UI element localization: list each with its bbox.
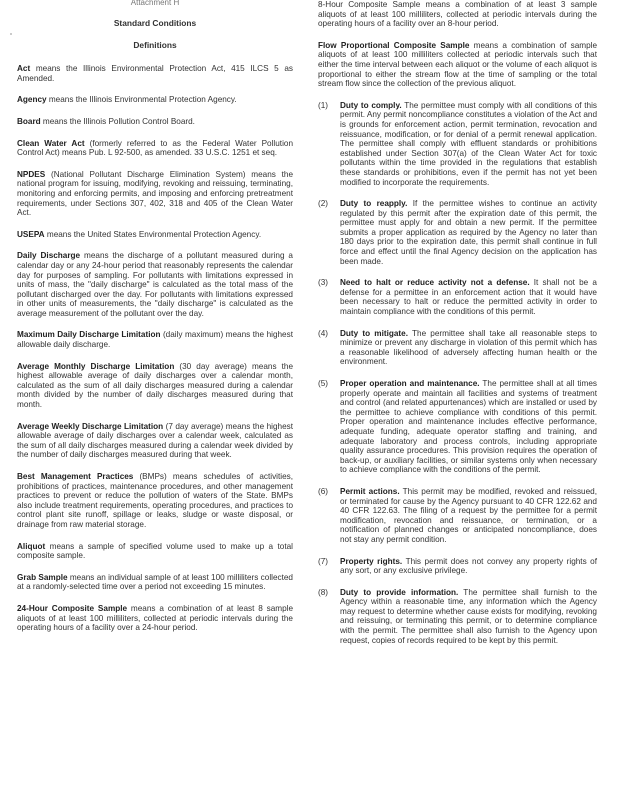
definition-text: means a combination of sample aliquots of at least 100 milliliters collected at periodic intervals such that either the time interval between each aliquot or the volume of each aliquot is proportional to either the stream flow at the time of sampling or the total stream flow since the collection of the previous aliquot. <box>318 40 597 89</box>
condition-text: This permit may be modified, revoked and reissued, or terminated for cause by the Agency pursuant to 40 CFR 122.62 and 40 CFR 122.63. The filing of a request by the permittee for a permit modification, revocation and reissuance, or termination, or a notification of planned changes or anticipated noncompliance, does not stay any permit condition. <box>340 486 597 544</box>
definition-text: means an individual sample of at least 100 milliliters collected at a randomly-selected time over a period not exceeding 15 minutes. <box>17 572 293 592</box>
definition-item <box>17 330 293 349</box>
condition-title: Duty to provide information. <box>340 587 459 597</box>
definition-text: (30 day average) means the highest allowable average of daily discharges over a calendar month, calculated as the sum of all daily discharges measured during a calendar month divided by the number of daily discharges measured during that month. <box>17 361 294 410</box>
condition-item <box>318 588 597 646</box>
definition-term: Daily Discharge <box>17 251 81 261</box>
definition-term: USEPA <box>17 229 45 239</box>
condition-text: It shall not be a defense for a permittee in an enforcement action that it would have been necessary to halt or reduce the permitted activity in order to maintain compliance with the conditions of this permit. <box>340 278 597 317</box>
condition-item <box>318 101 597 187</box>
condition-number: (1) <box>318 100 329 110</box>
condition-title: Duty to mitigate. <box>340 328 408 338</box>
conditions-list <box>318 101 597 646</box>
condition-number: (8) <box>318 587 329 597</box>
condition-text: If the permittee wishes to continue an activity regulated by this permit after the expiration date of this permit, the permittee must apply for and obtain a new permit. If the permittee submits a proper application as required by the Agency no later than 180 days prior to the expiration date, this permit shall continue in full force and effect until the final Agency decision on the application has been made. <box>340 199 597 266</box>
condition-title: Property rights. <box>340 556 403 566</box>
definition-term: Average Weekly Discharge Limitation <box>17 421 164 431</box>
attachment-label: Attachment H <box>130 0 180 5</box>
condition-text: The permittee shall at all times properly operate and maintain all facilities and systems of treatment and control (and related appurtenances) which are installed or used by the permittee to achieve compliance with conditions of this permit. Proper operation and maintenance includes effective performance, adequate funding, adequate operator staffing and training, and adequate laboratory and process controls, including appropriate quality assurance procedures. This provision requires the operation of back-up, or auxiliary facilities, or similar systems only when necessary to achieve compliance with the conditions of the permit. <box>340 379 597 475</box>
definition-item <box>17 251 293 318</box>
definition-term: Maximum Daily Discharge Limitation <box>17 330 161 340</box>
definition-item <box>17 362 293 410</box>
definition-text: (BMPs) means schedules of activities, prohibitions of practices, maintenance procedures, and other management practices to prevent or reduce the pollution of waters of the State. BMPs also include treatment requirements, operating procedures, and practices to control plant site runoff, spillage or leaks, sludge or waste disposal, or drainage from raw material storage. <box>17 472 293 529</box>
condition-number: (2) <box>318 199 329 209</box>
condition-number: (4) <box>318 328 329 338</box>
definition-text: means the discharge of a pollutant measured during a calendar day or any 24-hour period that reasonably represents the calendar day for purposes of sampling. For pollutants with limitations expressed in units of mass, the "daily discharge" is calculated as the total mass of the pollutant discharged over the day. For pollutants with limitations expressed in other units of measurements, the "daily discharge" is calculated as the average measurement of the pollutant over the day. <box>17 251 293 318</box>
definition-text: means the Illinois Environmental Protection Act, 415 ILCS 5 as Amended. <box>17 64 293 83</box>
condition-text: The permittee shall take all reasonable steps to minimize or prevent any discharge in violation of this permit which has a reasonable likelihood of adversely affecting human health or the environment. <box>340 328 597 367</box>
definition-text: means the Illinois Environmental Protection Agency. <box>46 95 237 105</box>
condition-number: (3) <box>318 278 329 288</box>
definition-item <box>17 95 293 105</box>
definition-term: Clean Water Act <box>17 138 85 148</box>
definitions-list <box>17 64 293 633</box>
condition-title: Need to halt or reduce activity not a defense. <box>340 278 530 288</box>
definition-item <box>17 64 293 83</box>
definition-term: Best Management Practices <box>17 472 134 481</box>
condition-item <box>318 199 597 266</box>
condition-title: Proper operation and maintenance. <box>340 379 480 388</box>
definition-item <box>17 117 293 127</box>
definition-term: Act <box>17 64 31 74</box>
condition-number: (6) <box>318 486 329 496</box>
condition-text: The permittee shall furnish to the Agency within a reasonable time, any information which the Agency may request to determine whether cause exists for modifying, revoking and reissuing, or terminating this permit, or to determine compliance with the permit. The permittee shall also furnish to the Agency upon request, copies of records required to be kept by this permit. <box>340 587 597 645</box>
definition-term: Agency <box>17 95 47 105</box>
definition-term: Average Monthly Discharge Limitation <box>17 361 175 371</box>
definition-text: means the United States Environmental Protection Agency. <box>44 229 262 239</box>
condition-title: Duty to comply. <box>340 100 402 110</box>
condition-item <box>318 278 597 316</box>
definition-term: Grab Sample <box>17 572 68 582</box>
definition-item <box>17 542 293 561</box>
condition-number: (7) <box>318 556 329 566</box>
definition-item <box>17 230 293 240</box>
condition-text: The permittee must comply with all conditions of this permit. Any permit noncompliance constitutes a violation of the Act and is grounds for enforcement action, permit termination, revocation and reissuance, modification, or for denial of a permit renewal application. The permittee shall comply with effluent standards or prohibitions established under Section 307(a) of the Clean Water Act for toxic pollutants within the time provided in the regulations that establish these standards or prohibitions, even if the permit has not yet been modified to incorporate the requirements. <box>340 100 597 187</box>
definition-text: (7 day average) means the highest allowable average of daily discharges over a calendar week, calculated as the sum of all daily discharges measured during a calendar week divided by the number of daily discharges measured during that week. <box>17 421 293 460</box>
definition-term: 24-Hour Composite Sample <box>17 603 128 613</box>
section-heading: Definitions <box>133 39 177 50</box>
condition-item <box>318 557 597 576</box>
definition-term: Flow Proportional Composite Sample <box>318 40 470 50</box>
definition-term: Board <box>17 116 41 126</box>
definition-text: means the Illinois Pollution Control Board. <box>40 116 195 126</box>
condition-title: Duty to reapply. <box>340 199 408 209</box>
continued-definition: 8-Hour Composite Sample means a combination of at least 3 sample aliquots of at least 100 milliliters, collected at periodic intervals during the operating hours of a facility over an 8-hour period. <box>318 0 597 29</box>
definition-item <box>17 573 293 592</box>
left-column <box>17 0 293 645</box>
definition-item <box>17 170 293 218</box>
definition-text: (daily maximum) means the highest allowable daily discharge. <box>17 330 293 350</box>
definition-item <box>17 604 293 633</box>
definition-item <box>17 422 293 460</box>
condition-item <box>318 379 597 475</box>
page-title: Standard Conditions <box>113 18 197 28</box>
speck-mark <box>10 33 12 35</box>
definition-flow-proportional <box>318 41 597 89</box>
definition-item <box>17 139 293 158</box>
definition-text: means a combination of at least 8 sample aliquots of at least 100 milliliters, collected at periodic intervals during the operating hours of a facility over a 24-hour period. <box>17 603 293 633</box>
condition-title: Permit actions. <box>340 486 400 496</box>
condition-item <box>318 487 597 545</box>
condition-item <box>318 329 597 367</box>
definition-item <box>17 472 293 530</box>
definition-term: NPDES <box>17 169 46 179</box>
right-column <box>318 0 597 657</box>
definition-term: Aliquot <box>17 541 46 551</box>
condition-number: (5) <box>318 379 329 388</box>
definition-text: means a sample of specified volume used to make up a total composite sample. <box>17 541 293 561</box>
condition-text: This permit does not convey any property rights of any sort, or any exclusive privilege. <box>340 556 598 576</box>
definition-text: (National Pollutant Discharge Elimination System) means the national program for issuing, modifying, revoking and reissuing, terminating, monitoring and enforcing permits, and imposing and enforcing pretreatment requirements, under Sections 307, 402, 318 and 405 of the Clean Water Act. <box>17 169 293 218</box>
definition-text: (formerly referred to as the Federal Water Pollution Control Act) means Pub. L 92-500, as amended. 33 U.S.C. 1251 et seq. <box>17 138 294 158</box>
